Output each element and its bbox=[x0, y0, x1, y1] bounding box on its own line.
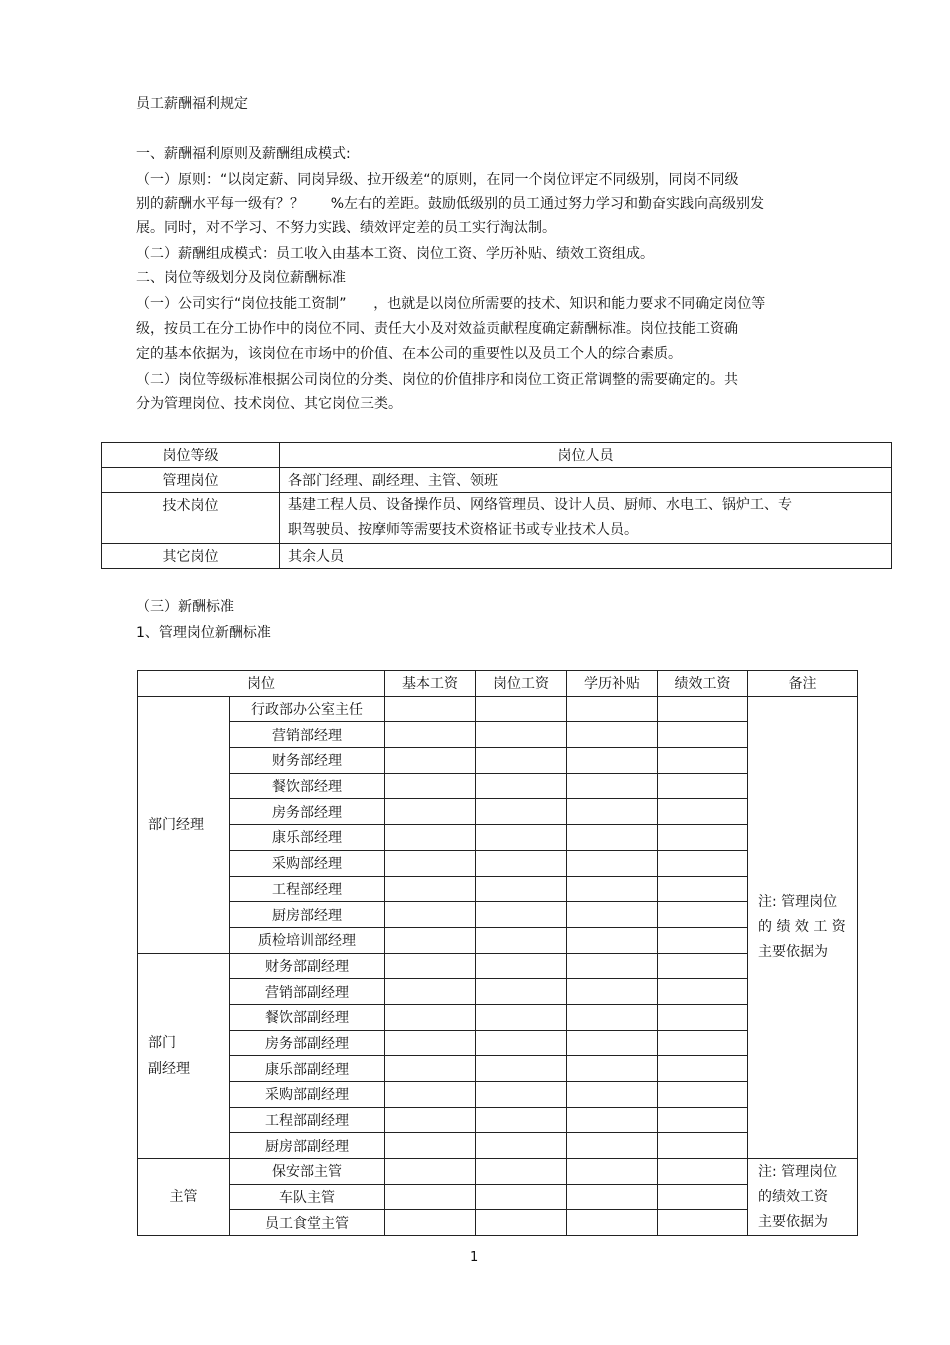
position-cell: 工程部副经理 bbox=[230, 1107, 385, 1133]
grade-staff-cell: 各部门经理、副经理、主管、领班 bbox=[280, 468, 892, 493]
salary-cell bbox=[658, 1133, 748, 1159]
salary-cell bbox=[385, 979, 476, 1005]
remark-line: 主要依据为 bbox=[758, 943, 828, 960]
position-cell: 采购部经理 bbox=[230, 850, 385, 876]
salary-cell bbox=[476, 1056, 567, 1082]
salary-cell bbox=[567, 979, 658, 1005]
section-heading-2: 二、岗位等级划分及岗位薪酬标准 bbox=[136, 270, 346, 286]
table-header-row bbox=[138, 671, 858, 697]
salary-cell bbox=[385, 953, 476, 979]
table-header-cell: 岗位 bbox=[138, 671, 385, 697]
salary-cell bbox=[476, 1184, 567, 1210]
salary-cell bbox=[658, 1210, 748, 1236]
salary-cell bbox=[658, 902, 748, 928]
salary-cell bbox=[567, 850, 658, 876]
salary-cell bbox=[476, 1030, 567, 1056]
group-label-deputy-manager bbox=[138, 953, 230, 1159]
position-cell: 保安部主管 bbox=[230, 1159, 385, 1185]
table-header-cell: 绩效工资 bbox=[658, 671, 748, 697]
salary-cell bbox=[476, 722, 567, 748]
table-row bbox=[138, 1159, 858, 1185]
paragraph-line: （一）原则：“以岗定薪、同岗异级、拉开级差“的原则，在同一个岗位评定不同级别，同岗不同级 bbox=[136, 172, 739, 188]
paragraph-line: 分为管理岗位、技术岗位、其它岗位三类。 bbox=[136, 396, 402, 412]
section-heading-1: 一、薪酬福利原则及薪酬组成模式: bbox=[136, 146, 351, 162]
salary-cell bbox=[658, 876, 748, 902]
salary-cell bbox=[567, 1082, 658, 1108]
salary-cell bbox=[476, 1004, 567, 1030]
paragraph-line: 级，按员工在分工协作中的岗位不同、责任大小及对效益贡献程度确定薪酬标准。岗位技能工资确 bbox=[136, 321, 738, 337]
salary-cell bbox=[567, 953, 658, 979]
position-cell: 质检培训部经理 bbox=[230, 927, 385, 953]
position-cell: 房务部经理 bbox=[230, 799, 385, 825]
table-header-cell: 岗位工资 bbox=[476, 671, 567, 697]
salary-cell bbox=[476, 1082, 567, 1108]
salary-cell bbox=[385, 722, 476, 748]
grade-staff-line: 基建工程人员、设备操作员、网络管理员、设计人员、厨师、水电工、锅炉工、专 bbox=[288, 497, 792, 513]
salary-cell bbox=[567, 722, 658, 748]
salary-cell bbox=[476, 927, 567, 953]
table-header-cell: 学历补贴 bbox=[567, 671, 658, 697]
subsection-heading: 1、管理岗位新酬标准 bbox=[136, 625, 271, 641]
remark-line: 的 绩 效 工 资 bbox=[758, 918, 846, 935]
salary-cell bbox=[476, 850, 567, 876]
salary-cell bbox=[567, 1004, 658, 1030]
salary-cell bbox=[476, 1133, 567, 1159]
salary-cell bbox=[385, 696, 476, 722]
position-cell: 餐饮部经理 bbox=[230, 773, 385, 799]
salary-cell bbox=[476, 979, 567, 1005]
grade-staff-cell: 其余人员 bbox=[280, 544, 892, 569]
salary-cell bbox=[476, 696, 567, 722]
salary-cell bbox=[658, 979, 748, 1005]
salary-cell bbox=[567, 696, 658, 722]
salary-cell bbox=[476, 1107, 567, 1133]
table-row bbox=[138, 696, 858, 722]
salary-cell bbox=[658, 1030, 748, 1056]
table-header-cell: 岗位等级 bbox=[102, 443, 280, 468]
position-cell: 行政部办公室主任 bbox=[230, 696, 385, 722]
position-cell: 车队主管 bbox=[230, 1184, 385, 1210]
salary-cell bbox=[658, 1004, 748, 1030]
salary-cell bbox=[385, 1159, 476, 1185]
salary-cell bbox=[658, 748, 748, 774]
salary-cell bbox=[567, 1133, 658, 1159]
position-cell: 餐饮部副经理 bbox=[230, 1004, 385, 1030]
position-cell: 工程部经理 bbox=[230, 876, 385, 902]
paragraph-line: 别的薪酬水平每一级有？？ %左右的差距。鼓励低级别的员工通过努力学习和勤奋实践向高级别发 bbox=[136, 196, 765, 212]
salary-cell bbox=[567, 1107, 658, 1133]
salary-cell bbox=[658, 1082, 748, 1108]
salary-cell bbox=[476, 1159, 567, 1185]
group-label-line: 部门 bbox=[148, 1034, 176, 1051]
grade-level-cell: 技术岗位 bbox=[102, 493, 280, 544]
position-cell: 房务部副经理 bbox=[230, 1030, 385, 1056]
position-cell: 厨房部副经理 bbox=[230, 1133, 385, 1159]
salary-cell bbox=[658, 773, 748, 799]
salary-cell bbox=[385, 825, 476, 851]
salary-cell bbox=[385, 876, 476, 902]
table-header-cell: 备注 bbox=[748, 671, 858, 697]
salary-cell bbox=[385, 1210, 476, 1236]
salary-cell bbox=[658, 1107, 748, 1133]
position-cell: 康乐部副经理 bbox=[230, 1056, 385, 1082]
grade-level-cell: 管理岗位 bbox=[102, 468, 280, 493]
salary-cell bbox=[385, 1004, 476, 1030]
salary-cell bbox=[385, 850, 476, 876]
salary-cell bbox=[385, 902, 476, 928]
table-row bbox=[102, 468, 892, 493]
remark-line: 注: 管理岗位 bbox=[758, 1163, 838, 1180]
position-cell: 财务部经理 bbox=[230, 748, 385, 774]
table-header-cell: 岗位人员 bbox=[280, 443, 892, 468]
salary-cell bbox=[567, 748, 658, 774]
salary-cell bbox=[476, 876, 567, 902]
salary-cell bbox=[385, 1184, 476, 1210]
remark-line: 主要依据为 bbox=[758, 1213, 828, 1230]
salary-cell bbox=[567, 902, 658, 928]
table-header-row bbox=[102, 443, 892, 468]
salary-cell bbox=[385, 1107, 476, 1133]
salary-cell bbox=[476, 825, 567, 851]
position-cell: 员工食堂主管 bbox=[230, 1210, 385, 1236]
salary-cell bbox=[385, 1056, 476, 1082]
salary-cell bbox=[658, 825, 748, 851]
salary-cell bbox=[567, 876, 658, 902]
grade-level-cell: 其它岗位 bbox=[102, 544, 280, 569]
position-cell: 厨房部经理 bbox=[230, 902, 385, 928]
salary-cell bbox=[567, 1159, 658, 1185]
salary-cell bbox=[385, 1082, 476, 1108]
page-number: 1 bbox=[470, 1250, 479, 1265]
salary-cell bbox=[476, 1210, 567, 1236]
remark-cell bbox=[748, 1159, 858, 1236]
group-label-supervisor: 主管 bbox=[138, 1159, 230, 1236]
salary-cell bbox=[567, 799, 658, 825]
salary-cell bbox=[385, 748, 476, 774]
salary-cell bbox=[658, 927, 748, 953]
salary-cell bbox=[476, 799, 567, 825]
group-label-department-manager: 部门经理 bbox=[138, 696, 230, 953]
salary-cell bbox=[385, 799, 476, 825]
position-cell: 营销部经理 bbox=[230, 722, 385, 748]
salary-cell bbox=[658, 850, 748, 876]
salary-cell bbox=[658, 1159, 748, 1185]
salary-cell bbox=[385, 773, 476, 799]
salary-cell bbox=[658, 696, 748, 722]
salary-cell bbox=[658, 1184, 748, 1210]
table-row bbox=[102, 493, 892, 544]
table-header-cell: 基本工资 bbox=[385, 671, 476, 697]
salary-cell bbox=[476, 773, 567, 799]
paragraph-line: 展。同时，对不学习、不努力实践、绩效评定差的员工实行淘汰制。 bbox=[136, 220, 556, 236]
position-cell: 营销部副经理 bbox=[230, 979, 385, 1005]
grade-staff-cell bbox=[280, 493, 892, 544]
group-label-line: 副经理 bbox=[148, 1060, 190, 1077]
remark-line: 的绩效工资 bbox=[758, 1188, 828, 1205]
subsection-heading: （三）新酬标准 bbox=[136, 599, 234, 615]
remark-cell bbox=[748, 696, 858, 1158]
salary-cell bbox=[567, 1056, 658, 1082]
position-cell: 采购部副经理 bbox=[230, 1082, 385, 1108]
salary-cell bbox=[567, 1030, 658, 1056]
position-cell: 财务部副经理 bbox=[230, 953, 385, 979]
salary-cell bbox=[658, 722, 748, 748]
position-grade-table bbox=[101, 442, 892, 569]
salary-cell bbox=[476, 953, 567, 979]
salary-cell bbox=[567, 773, 658, 799]
position-cell: 康乐部经理 bbox=[230, 825, 385, 851]
paragraph-line: （一）公司实行“岗位技能工资制” ，也就是以岗位所需要的技术、知识和能力要求不同确定岗位等 bbox=[136, 296, 766, 312]
management-salary-table bbox=[137, 670, 858, 1236]
paragraph-line: （二）薪酬组成模式：员工收入由基本工资、岗位工资、学历补贴、绩效工资组成。 bbox=[136, 246, 654, 262]
salary-cell bbox=[385, 1133, 476, 1159]
salary-cell bbox=[567, 1210, 658, 1236]
paragraph-line: （二）岗位等级标准根据公司岗位的分类、岗位的价值排序和岗位工资正常调整的需要确定的。共 bbox=[136, 372, 738, 388]
remark-line: 注: 管理岗位 bbox=[758, 893, 838, 910]
salary-cell bbox=[385, 927, 476, 953]
paragraph-line: 定的基本依据为，该岗位在市场中的价值、在本公司的重要性以及员工个人的综合素质。 bbox=[136, 346, 682, 362]
salary-cell bbox=[567, 1184, 658, 1210]
grade-staff-line: 职驾驶员、按摩师等需要技术资格证书或专业技术人员。 bbox=[288, 522, 638, 538]
table-row bbox=[102, 544, 892, 569]
salary-cell bbox=[658, 953, 748, 979]
salary-cell bbox=[476, 748, 567, 774]
salary-cell bbox=[567, 825, 658, 851]
salary-cell bbox=[385, 1030, 476, 1056]
salary-cell bbox=[658, 1056, 748, 1082]
doc-title: 员工薪酬福利规定 bbox=[136, 96, 248, 112]
salary-cell bbox=[567, 927, 658, 953]
salary-cell bbox=[476, 902, 567, 928]
salary-cell bbox=[658, 799, 748, 825]
